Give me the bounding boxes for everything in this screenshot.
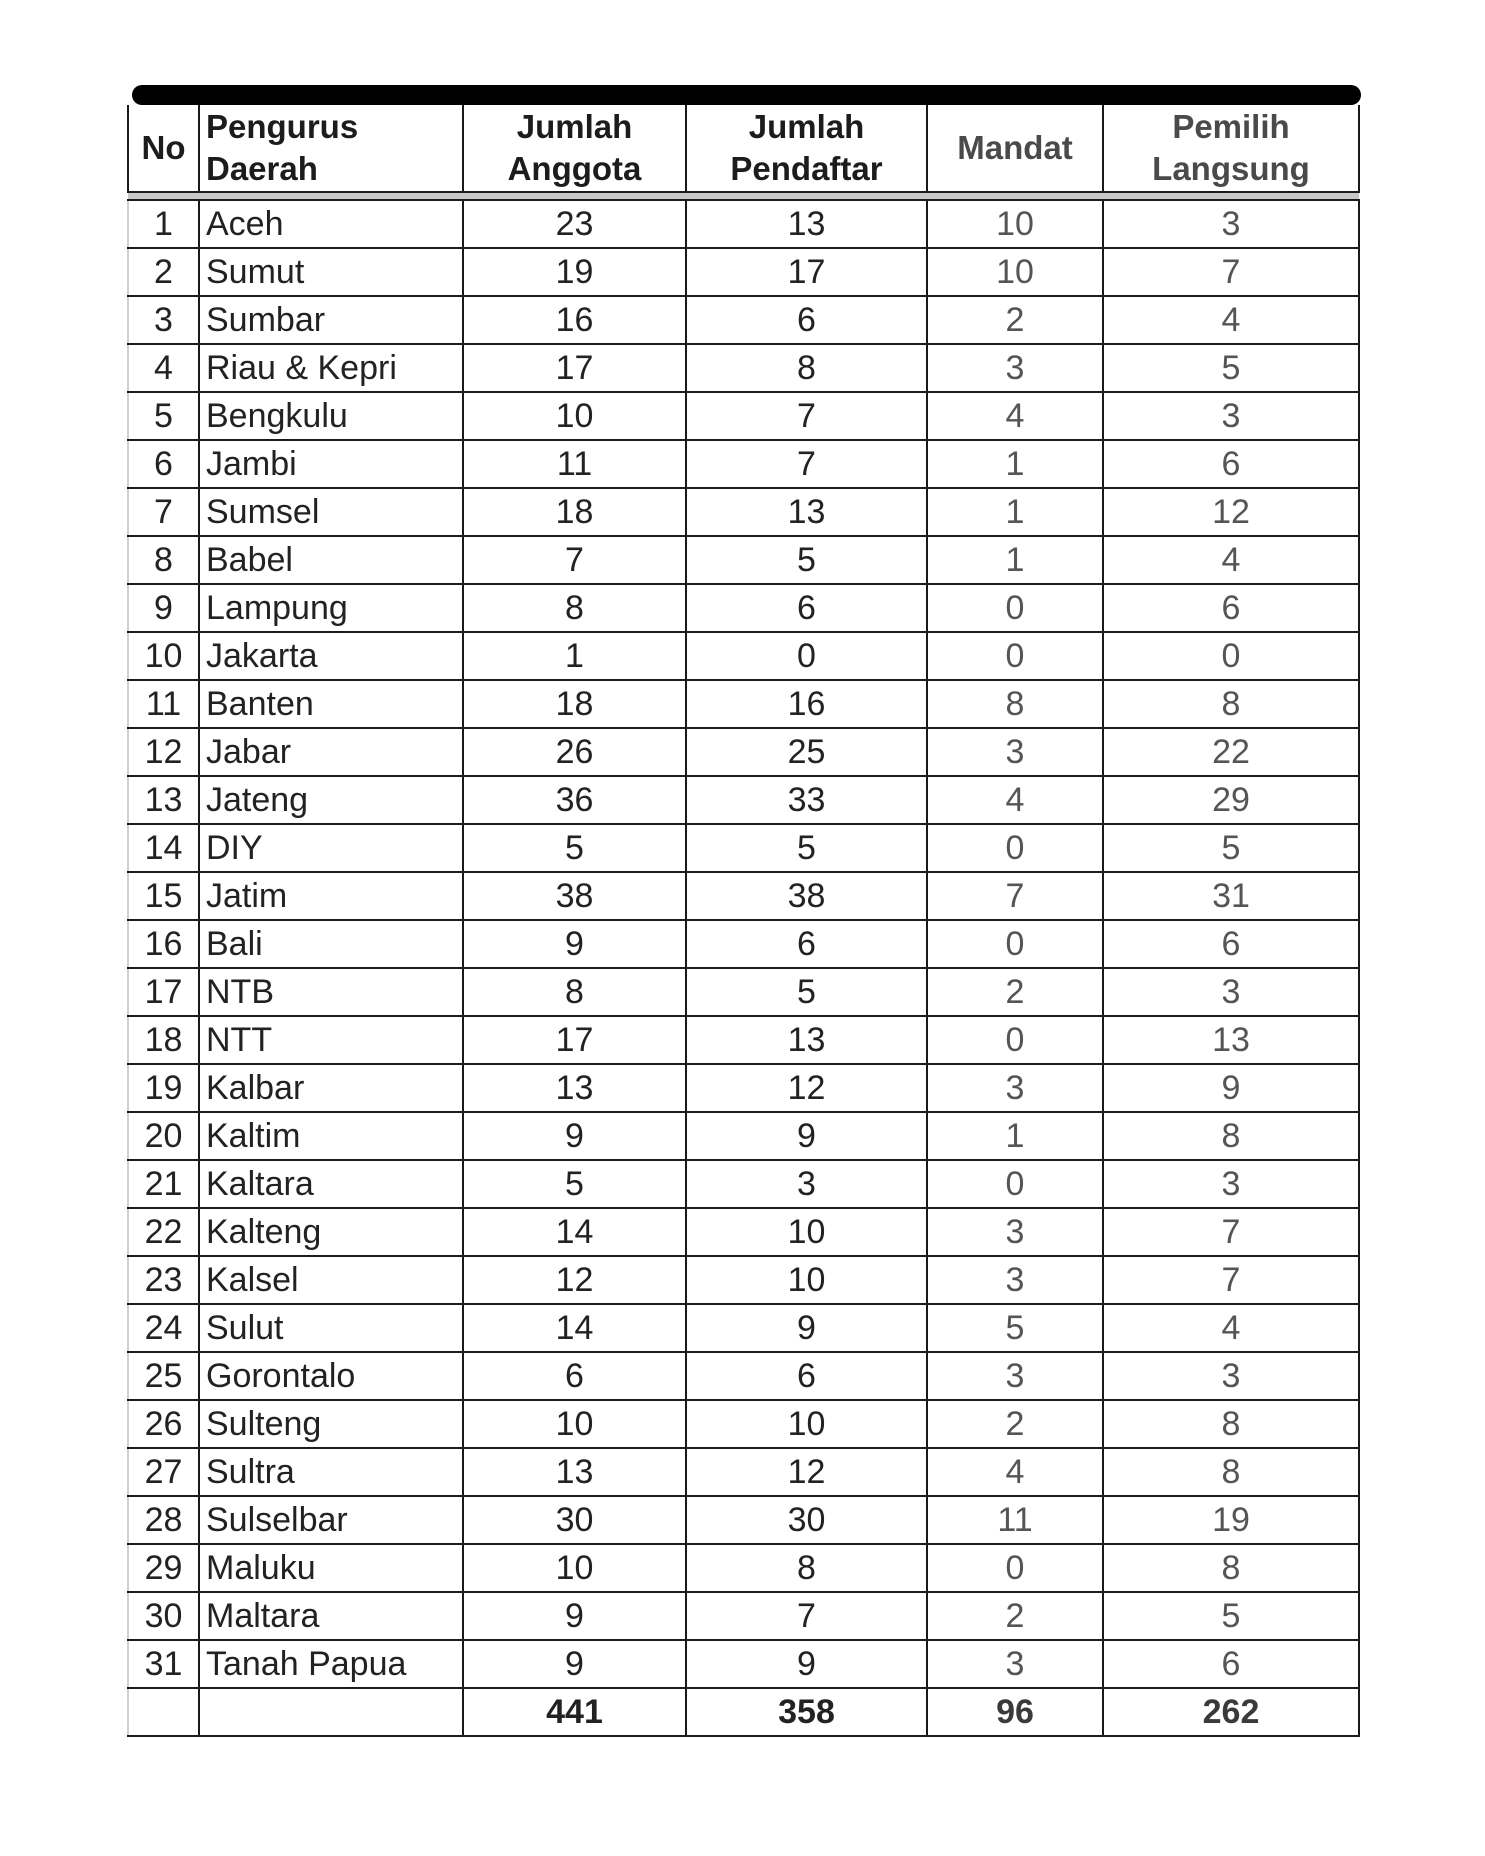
- cell-mandat: 5: [927, 1304, 1103, 1352]
- table-row: [128, 968, 1359, 1016]
- cell-jumlah-anggota: 8: [463, 968, 686, 1016]
- cell-mandat: 3: [927, 728, 1103, 776]
- cell-mandat: 0: [927, 1016, 1103, 1064]
- cell-jumlah-pendaftar: 12: [686, 1064, 927, 1112]
- cell-no: 26: [128, 1400, 199, 1448]
- table-row: [128, 920, 1359, 968]
- cell-mandat: 4: [927, 776, 1103, 824]
- cell-pemilih-langsung: 3: [1103, 1160, 1359, 1208]
- cell-no: 23: [128, 1256, 199, 1304]
- cell-pengurus-daerah: Kaltara: [199, 1160, 463, 1208]
- cell-pengurus-daerah: Banten: [199, 680, 463, 728]
- table-row: [128, 1544, 1359, 1592]
- cell-jumlah-pendaftar: 7: [686, 392, 927, 440]
- cell-no: 16: [128, 920, 199, 968]
- cell-mandat: 3: [927, 344, 1103, 392]
- cell-mandat: 0: [927, 920, 1103, 968]
- cell-jumlah-anggota: 1: [463, 632, 686, 680]
- table-row: [128, 344, 1359, 392]
- cell-pemilih-langsung: 6: [1103, 920, 1359, 968]
- table-row: [128, 1496, 1359, 1544]
- cell-jumlah-pendaftar: 6: [686, 920, 927, 968]
- table-row: [128, 392, 1359, 440]
- table-row: [128, 1448, 1359, 1496]
- cell-jumlah-anggota: 9: [463, 1112, 686, 1160]
- cell-jumlah-anggota: 6: [463, 1352, 686, 1400]
- header-no: [128, 105, 199, 192]
- cell-mandat: 11: [927, 1496, 1103, 1544]
- cell-jumlah-pendaftar: 10: [686, 1400, 927, 1448]
- table-row: [128, 872, 1359, 920]
- table-row: [128, 440, 1359, 488]
- cell-pengurus-daerah: Riau & Kepri: [199, 344, 463, 392]
- cell-mandat: 4: [927, 1448, 1103, 1496]
- cell-mandat: 3: [927, 1352, 1103, 1400]
- cell-jumlah-anggota: 36: [463, 776, 686, 824]
- redaction-bar: [132, 85, 1361, 105]
- cell-mandat: 0: [927, 1160, 1103, 1208]
- cell-no: 18: [128, 1016, 199, 1064]
- header-pengurus-line2: Daerah: [206, 150, 318, 187]
- cell-pemilih-langsung: 4: [1103, 296, 1359, 344]
- cell-pemilih-langsung: 8: [1103, 680, 1359, 728]
- cell-pemilih-langsung: 8: [1103, 1112, 1359, 1160]
- cell-mandat: 3: [927, 1208, 1103, 1256]
- table-row: [128, 632, 1359, 680]
- header-jumlah-anggota: [463, 105, 686, 192]
- cell-pemilih-langsung: 3: [1103, 968, 1359, 1016]
- cell-pemilih-langsung: 9: [1103, 1064, 1359, 1112]
- cell-jumlah-pendaftar: 6: [686, 1352, 927, 1400]
- cell-jumlah-anggota: 17: [463, 344, 686, 392]
- cell-jumlah-anggota: 16: [463, 296, 686, 344]
- cell-no: 1: [128, 200, 199, 248]
- header-pendaftar-line1: Jumlah: [748, 108, 865, 145]
- cell-jumlah-anggota: 11: [463, 440, 686, 488]
- cell-mandat: 2: [927, 1400, 1103, 1448]
- cell-mandat: 0: [927, 584, 1103, 632]
- cell-jumlah-pendaftar: 6: [686, 296, 927, 344]
- cell-no: 13: [128, 776, 199, 824]
- cell-pemilih-langsung: 6: [1103, 1640, 1359, 1688]
- table-row: [128, 1160, 1359, 1208]
- cell-jumlah-pendaftar: 8: [686, 1544, 927, 1592]
- cell-pengurus-daerah: DIY: [199, 824, 463, 872]
- cell-jumlah-pendaftar: 38: [686, 872, 927, 920]
- cell-pemilih-langsung: 8: [1103, 1544, 1359, 1592]
- cell-no: 25: [128, 1352, 199, 1400]
- cell-pengurus-daerah: Maluku: [199, 1544, 463, 1592]
- cell-pengurus-daerah: Sulut: [199, 1304, 463, 1352]
- cell-pengurus-daerah: Kalsel: [199, 1256, 463, 1304]
- cell-no: 12: [128, 728, 199, 776]
- cell-jumlah-anggota: 14: [463, 1208, 686, 1256]
- header-pemilih-line2: Langsung: [1152, 150, 1310, 187]
- cell-jumlah-pendaftar: 16: [686, 680, 927, 728]
- header-separator: [128, 192, 1359, 200]
- cell-jumlah-anggota: 7: [463, 536, 686, 584]
- cell-pemilih-langsung: 29: [1103, 776, 1359, 824]
- header-anggota-line2: Anggota: [507, 150, 642, 187]
- cell-jumlah-anggota: 8: [463, 584, 686, 632]
- cell-jumlah-anggota: 5: [463, 824, 686, 872]
- cell-pengurus-daerah: Kaltim: [199, 1112, 463, 1160]
- cell-pengurus-daerah: Tanah Papua: [199, 1640, 463, 1688]
- cell-jumlah-pendaftar: 9: [686, 1304, 927, 1352]
- cell-no: 17: [128, 968, 199, 1016]
- cell-pengurus-daerah: Sumsel: [199, 488, 463, 536]
- table-row: [128, 824, 1359, 872]
- cell-jumlah-pendaftar: 0: [686, 632, 927, 680]
- cell-jumlah-anggota: 30: [463, 1496, 686, 1544]
- cell-jumlah-pendaftar: 25: [686, 728, 927, 776]
- cell-mandat: 0: [927, 824, 1103, 872]
- cell-jumlah-pendaftar: 5: [686, 824, 927, 872]
- cell-mandat: 8: [927, 680, 1103, 728]
- cell-pengurus-daerah: Jabar: [199, 728, 463, 776]
- cell-pengurus-daerah: Gorontalo: [199, 1352, 463, 1400]
- header-jumlah-pendaftar: [686, 105, 927, 192]
- cell-pemilih-langsung: 5: [1103, 344, 1359, 392]
- total-mandat: 96: [927, 1688, 1103, 1736]
- cell-jumlah-anggota: 17: [463, 1016, 686, 1064]
- cell-pengurus-daerah: Sulteng: [199, 1400, 463, 1448]
- cell-mandat: 3: [927, 1256, 1103, 1304]
- header-pendaftar-line2: Pendaftar: [730, 150, 883, 187]
- cell-mandat: 2: [927, 968, 1103, 1016]
- cell-no: 29: [128, 1544, 199, 1592]
- cell-pemilih-langsung: 5: [1103, 1592, 1359, 1640]
- cell-jumlah-anggota: 9: [463, 1592, 686, 1640]
- cell-pengurus-daerah: Sulselbar: [199, 1496, 463, 1544]
- cell-jumlah-anggota: 5: [463, 1160, 686, 1208]
- members-table: [127, 105, 1360, 1737]
- header-pengurus-daerah: [199, 105, 463, 192]
- cell-mandat: 1: [927, 488, 1103, 536]
- cell-mandat: 1: [927, 1112, 1103, 1160]
- table-row: [128, 1400, 1359, 1448]
- cell-pemilih-langsung: 6: [1103, 584, 1359, 632]
- cell-pemilih-langsung: 8: [1103, 1448, 1359, 1496]
- cell-jumlah-anggota: 10: [463, 1400, 686, 1448]
- cell-pengurus-daerah: Jakarta: [199, 632, 463, 680]
- cell-jumlah-pendaftar: 3: [686, 1160, 927, 1208]
- table-row: [128, 1016, 1359, 1064]
- cell-pengurus-daerah: NTB: [199, 968, 463, 1016]
- cell-jumlah-pendaftar: 33: [686, 776, 927, 824]
- cell-jumlah-pendaftar: 5: [686, 536, 927, 584]
- table-row: [128, 728, 1359, 776]
- cell-pemilih-langsung: 6: [1103, 440, 1359, 488]
- cell-pemilih-langsung: 8: [1103, 1400, 1359, 1448]
- cell-no: 11: [128, 680, 199, 728]
- header-mandat-label: Mandat: [957, 129, 1073, 166]
- cell-pemilih-langsung: 19: [1103, 1496, 1359, 1544]
- cell-jumlah-pendaftar: 5: [686, 968, 927, 1016]
- cell-pemilih-langsung: 3: [1103, 200, 1359, 248]
- cell-jumlah-pendaftar: 10: [686, 1208, 927, 1256]
- cell-jumlah-anggota: 14: [463, 1304, 686, 1352]
- cell-pengurus-daerah: NTT: [199, 1016, 463, 1064]
- cell-jumlah-anggota: 12: [463, 1256, 686, 1304]
- cell-no: 6: [128, 440, 199, 488]
- totals-row: [128, 1688, 1359, 1736]
- total-jumlah-anggota: 441: [463, 1688, 686, 1736]
- table-row: [128, 1640, 1359, 1688]
- cell-jumlah-pendaftar: 13: [686, 200, 927, 248]
- cell-pemilih-langsung: 3: [1103, 392, 1359, 440]
- cell-no: 31: [128, 1640, 199, 1688]
- cell-pengurus-daerah: Babel: [199, 536, 463, 584]
- cell-no: 28: [128, 1496, 199, 1544]
- cell-pemilih-langsung: 31: [1103, 872, 1359, 920]
- cell-jumlah-pendaftar: 6: [686, 584, 927, 632]
- cell-no: 10: [128, 632, 199, 680]
- cell-jumlah-pendaftar: 13: [686, 1016, 927, 1064]
- cell-no: 19: [128, 1064, 199, 1112]
- header-no-label: No: [141, 129, 186, 166]
- header-pemilih-line1: Pemilih: [1172, 108, 1290, 145]
- cell-jumlah-anggota: 38: [463, 872, 686, 920]
- header-separator-band: [128, 192, 1359, 200]
- cell-jumlah-pendaftar: 17: [686, 248, 927, 296]
- cell-no: 7: [128, 488, 199, 536]
- header-mandat: [927, 105, 1103, 192]
- cell-mandat: 1: [927, 440, 1103, 488]
- cell-jumlah-pendaftar: 10: [686, 1256, 927, 1304]
- cell-jumlah-anggota: 13: [463, 1448, 686, 1496]
- cell-pengurus-daerah: Sumut: [199, 248, 463, 296]
- cell-mandat: 3: [927, 1064, 1103, 1112]
- cell-jumlah-pendaftar: 7: [686, 1592, 927, 1640]
- cell-jumlah-anggota: 26: [463, 728, 686, 776]
- table-row: [128, 1112, 1359, 1160]
- cell-mandat: 10: [927, 200, 1103, 248]
- cell-no: 22: [128, 1208, 199, 1256]
- cell-mandat: 10: [927, 248, 1103, 296]
- table-row: [128, 1352, 1359, 1400]
- cell-jumlah-anggota: 19: [463, 248, 686, 296]
- cell-no: 30: [128, 1592, 199, 1640]
- cell-no: 4: [128, 344, 199, 392]
- cell-pengurus-daerah: Kalteng: [199, 1208, 463, 1256]
- cell-jumlah-anggota: 10: [463, 392, 686, 440]
- cell-mandat: 0: [927, 1544, 1103, 1592]
- cell-pemilih-langsung: 3: [1103, 1352, 1359, 1400]
- cell-jumlah-anggota: 23: [463, 200, 686, 248]
- cell-mandat: 3: [927, 1640, 1103, 1688]
- cell-mandat: 4: [927, 392, 1103, 440]
- cell-pengurus-daerah: Bengkulu: [199, 392, 463, 440]
- cell-no: 3: [128, 296, 199, 344]
- cell-pengurus-daerah: Kalbar: [199, 1064, 463, 1112]
- cell-pemilih-langsung: 5: [1103, 824, 1359, 872]
- cell-jumlah-pendaftar: 12: [686, 1448, 927, 1496]
- table-row: [128, 584, 1359, 632]
- cell-jumlah-anggota: 9: [463, 920, 686, 968]
- cell-jumlah-anggota: 9: [463, 1640, 686, 1688]
- cell-mandat: 2: [927, 1592, 1103, 1640]
- table-row: [128, 488, 1359, 536]
- cell-jumlah-pendaftar: 9: [686, 1112, 927, 1160]
- cell-no: 5: [128, 392, 199, 440]
- total-empty-name: [199, 1688, 463, 1736]
- cell-jumlah-anggota: 10: [463, 1544, 686, 1592]
- header-row: [128, 105, 1359, 192]
- cell-pengurus-daerah: Lampung: [199, 584, 463, 632]
- cell-pemilih-langsung: 12: [1103, 488, 1359, 536]
- cell-jumlah-anggota: 13: [463, 1064, 686, 1112]
- cell-no: 14: [128, 824, 199, 872]
- table-row: [128, 776, 1359, 824]
- cell-pengurus-daerah: Maltara: [199, 1592, 463, 1640]
- cell-jumlah-pendaftar: 30: [686, 1496, 927, 1544]
- cell-jumlah-anggota: 18: [463, 680, 686, 728]
- header-anggota-line1: Jumlah: [516, 108, 633, 145]
- cell-pengurus-daerah: Bali: [199, 920, 463, 968]
- table-row: [128, 536, 1359, 584]
- cell-pengurus-daerah: Sumbar: [199, 296, 463, 344]
- cell-pemilih-langsung: 7: [1103, 248, 1359, 296]
- cell-pemilih-langsung: 4: [1103, 1304, 1359, 1352]
- cell-no: 2: [128, 248, 199, 296]
- cell-pemilih-langsung: 0: [1103, 632, 1359, 680]
- table-row: [128, 296, 1359, 344]
- cell-pengurus-daerah: Jateng: [199, 776, 463, 824]
- cell-no: 15: [128, 872, 199, 920]
- cell-mandat: 2: [927, 296, 1103, 344]
- cell-jumlah-pendaftar: 7: [686, 440, 927, 488]
- cell-no: 9: [128, 584, 199, 632]
- cell-no: 21: [128, 1160, 199, 1208]
- cell-pengurus-daerah: Aceh: [199, 200, 463, 248]
- cell-pengurus-daerah: Jatim: [199, 872, 463, 920]
- table-row: [128, 1304, 1359, 1352]
- cell-pemilih-langsung: 22: [1103, 728, 1359, 776]
- cell-mandat: 0: [927, 632, 1103, 680]
- header-pemilih-langsung: [1103, 105, 1359, 192]
- total-pemilih-langsung: 262: [1103, 1688, 1359, 1736]
- cell-no: 20: [128, 1112, 199, 1160]
- cell-mandat: 1: [927, 536, 1103, 584]
- table-row: [128, 1592, 1359, 1640]
- cell-jumlah-pendaftar: 8: [686, 344, 927, 392]
- header-pengurus-line1: Pengurus: [206, 108, 359, 145]
- cell-no: 8: [128, 536, 199, 584]
- cell-pemilih-langsung: 4: [1103, 536, 1359, 584]
- cell-pengurus-daerah: Sultra: [199, 1448, 463, 1496]
- cell-jumlah-anggota: 18: [463, 488, 686, 536]
- table-row: [128, 1064, 1359, 1112]
- cell-jumlah-pendaftar: 9: [686, 1640, 927, 1688]
- table-row: [128, 248, 1359, 296]
- total-jumlah-pendaftar: 358: [686, 1688, 927, 1736]
- table-row: [128, 200, 1359, 248]
- cell-pemilih-langsung: 7: [1103, 1208, 1359, 1256]
- cell-no: 27: [128, 1448, 199, 1496]
- cell-no: 24: [128, 1304, 199, 1352]
- cell-pemilih-langsung: 7: [1103, 1256, 1359, 1304]
- table-row: [128, 680, 1359, 728]
- cell-pemilih-langsung: 13: [1103, 1016, 1359, 1064]
- cell-jumlah-pendaftar: 13: [686, 488, 927, 536]
- cell-mandat: 7: [927, 872, 1103, 920]
- total-empty-no: [128, 1688, 199, 1736]
- cell-pengurus-daerah: Jambi: [199, 440, 463, 488]
- table-row: [128, 1256, 1359, 1304]
- table-row: [128, 1208, 1359, 1256]
